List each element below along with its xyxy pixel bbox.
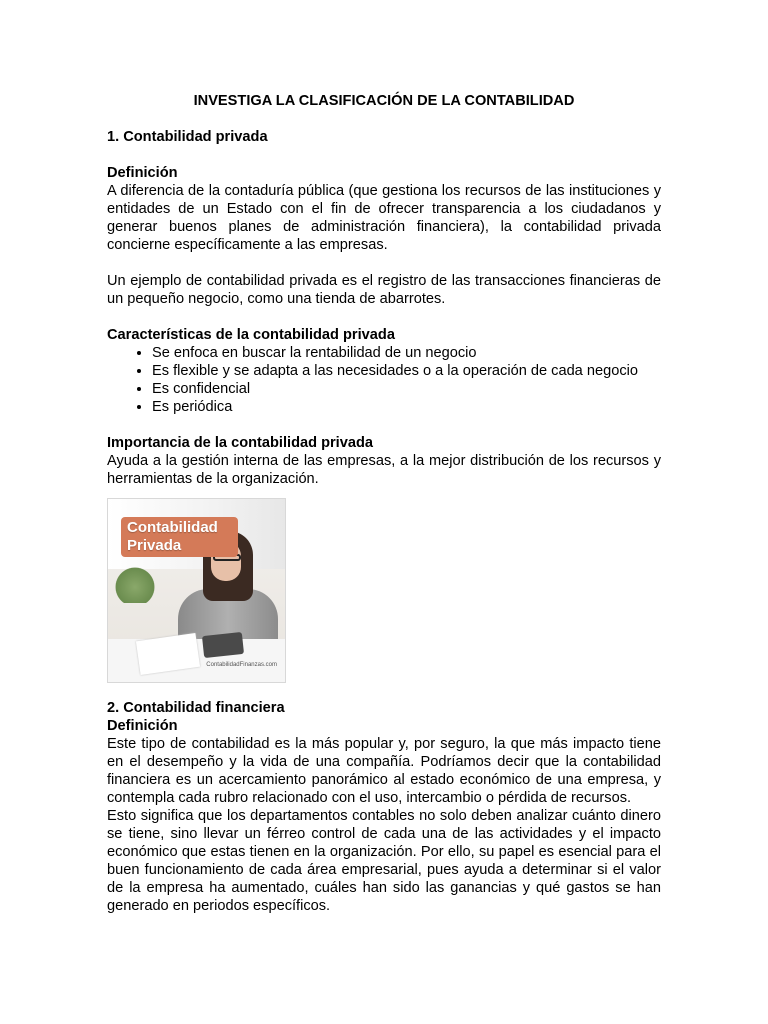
- section1-definition-heading: Definición: [107, 165, 178, 181]
- importance-text: Ayuda a la gestión interna de las empresas, a la mejor distribución de los recursos y herramientas de la organización.: [107, 453, 661, 487]
- contabilidad-privada-image: [107, 498, 286, 683]
- importance-heading: Importancia de la contabilidad privada: [107, 435, 373, 451]
- section2-definition-heading: Definición: [107, 718, 178, 734]
- list-item: • Es confidencial: [152, 380, 661, 398]
- section2-paragraph2: Esto significa que los departamentos contables no solo deben analizar cuánto dinero se tiene, sino llevar un férreo control de cada una de las actividades y el impacto económico que estas tienen en la organización. Por ello, su papel es esencial para el buen funcionamiento de cada área empresarial, pues ayuda a determinar si el valor de la empresa ha aumentado, cuáles han sido las ganancias y qué gastos se han generado en periodos específicos.: [107, 808, 661, 914]
- section1-definition-text: A diferencia de la contaduría pública (que gestiona los recursos de las instituciones y entidades de un Estado con el fin de ofrecer transparencia a los ciudadanos y generar buenos planes de administración financiera), la contabilidad privada concierne específicamente a las empresas.: [107, 183, 661, 253]
- banner-line1: Contabilidad: [127, 519, 218, 536]
- list-item: • Se enfoca en buscar la rentabilidad de un negocio: [152, 344, 661, 362]
- banner-line2: Privada: [127, 537, 182, 554]
- section2-heading: 2. Contabilidad financiera: [107, 700, 285, 716]
- characteristics-list: [107, 344, 661, 416]
- image-banner: [121, 517, 238, 557]
- document-body: [107, 92, 661, 915]
- section1-heading: 1. Contabilidad privada: [107, 129, 268, 145]
- section1-example-text: Un ejemplo de contabilidad privada es el registro de las transacciones financieras de un pequeño negocio, como una tienda de abarrotes.: [107, 273, 661, 307]
- section2-paragraph1: Este tipo de contabilidad es la más popular y, por seguro, la que más impacto tiene en el desempeño y la vida de una compañía. Podríamos decir que la contabilidad financiera es un acercamiento panorámico al estado económico de una empresa, y contempla cada rubro relacionado con el uso, intercambio o pérdida de recursos.: [107, 736, 661, 806]
- document-title: INVESTIGA LA CLASIFICACIÓN DE LA CONTABILIDAD: [193, 93, 575, 109]
- list-item: • Es flexible y se adapta a las necesidades o a la operación de cada negocio: [152, 362, 661, 380]
- list-item: • Es periódica: [152, 398, 661, 416]
- characteristics-heading: Características de la contabilidad privada: [107, 327, 395, 343]
- image-credit: ContabilidadFinanzas.com: [206, 662, 277, 668]
